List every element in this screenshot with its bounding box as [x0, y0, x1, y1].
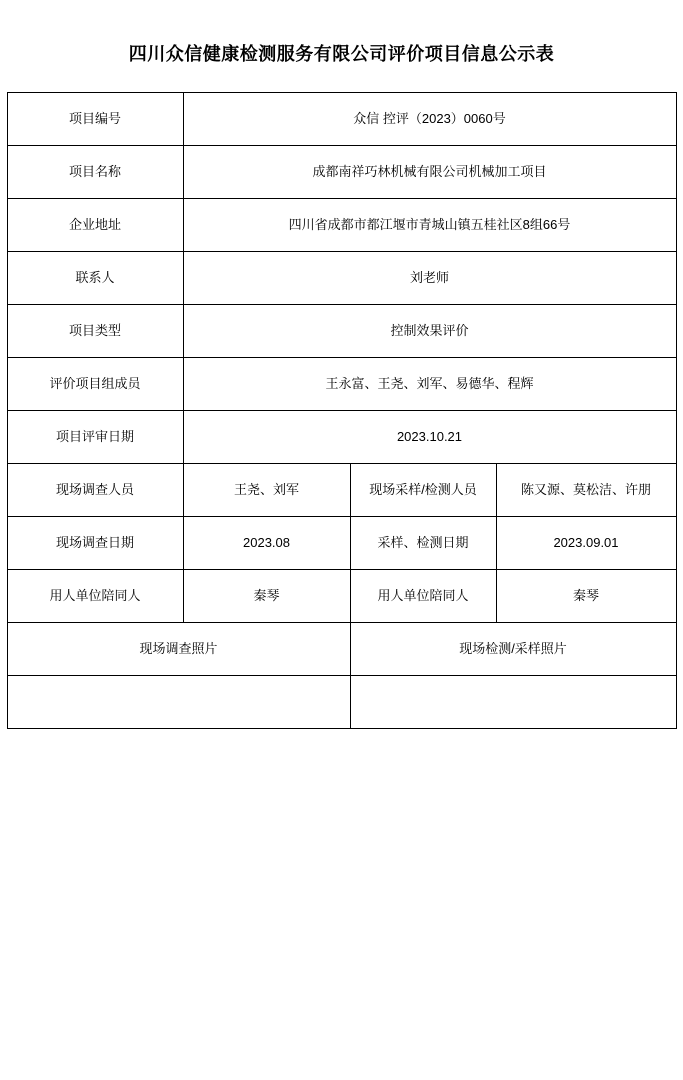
photo-area-survey — [7, 676, 350, 729]
label-employer-escort-left — [7, 570, 183, 623]
value-text: 众信 控评（2023）0060号 — [353, 110, 506, 126]
label-text: 用人单位陪同人 — [377, 587, 469, 603]
value-text: 2023.08 — [243, 534, 290, 550]
label-employer-escort-right — [350, 570, 496, 623]
label-sampling-staff — [350, 464, 496, 517]
label-text: 现场调查人员 — [55, 481, 134, 497]
value-text: 控制效果评价 — [390, 322, 469, 338]
page-title: 四川众信健康检测服务有限公司评价项目信息公示表 — [128, 44, 555, 64]
label-photo-sampling — [350, 623, 676, 676]
value-employer-escort-left — [183, 570, 350, 623]
label-contact — [7, 252, 183, 305]
value-contact — [183, 252, 676, 305]
label-text: 项目类型 — [68, 322, 121, 338]
value-text: 秦琴 — [253, 587, 280, 603]
label-company-address — [7, 199, 183, 252]
label-text: 现场检测/采样照片 — [459, 640, 567, 656]
value-site-survey-date — [183, 517, 350, 570]
label-team-members — [7, 358, 183, 411]
label-text: 企业地址 — [68, 216, 121, 232]
value-text: 2023.09.01 — [553, 534, 619, 550]
value-project-type — [183, 305, 676, 358]
value-team-members — [183, 358, 676, 411]
photo-area-survey-content — [8, 696, 350, 708]
label-text: 现场采样/检测人员 — [369, 481, 477, 497]
label-project-no — [7, 93, 183, 146]
table-row — [7, 252, 676, 305]
label-text: 联系人 — [75, 269, 115, 285]
table-row — [7, 199, 676, 252]
table-row — [7, 411, 676, 464]
value-employer-escort-right — [496, 570, 676, 623]
label-sampling-date — [350, 517, 496, 570]
label-text: 现场调查照片 — [139, 640, 218, 656]
photo-area-sampling — [350, 676, 676, 729]
label-text: 评价项目组成员 — [49, 375, 141, 391]
label-site-survey-date — [7, 517, 183, 570]
table-row — [7, 570, 676, 623]
value-text: 2023.10.21 — [396, 428, 463, 444]
value-site-survey-staff — [183, 464, 350, 517]
label-text: 项目名称 — [68, 163, 121, 179]
value-text: 王永富、王尧、刘军、易德华、程辉 — [325, 375, 534, 391]
label-project-type — [7, 305, 183, 358]
label-text: 用人单位陪同人 — [49, 587, 141, 603]
label-text: 现场调查日期 — [55, 534, 134, 550]
label-text: 采样、检测日期 — [377, 534, 469, 550]
value-project-name — [183, 146, 676, 199]
value-text: 陈又源、莫松洁、许朋 — [520, 481, 651, 497]
label-review-date — [7, 411, 183, 464]
table-row — [7, 517, 676, 570]
project-info-table — [7, 92, 677, 729]
value-text: 王尧、刘军 — [233, 481, 299, 497]
photo-area-sampling-content — [351, 696, 676, 708]
table-row — [7, 676, 676, 729]
table-row — [7, 623, 676, 676]
label-site-survey-staff — [7, 464, 183, 517]
value-review-date — [183, 411, 676, 464]
value-text: 成都南祥巧林机械有限公司机械加工项目 — [312, 163, 547, 179]
value-project-no — [183, 93, 676, 146]
label-text: 项目编号 — [68, 110, 121, 126]
table-row — [7, 146, 676, 199]
value-text: 四川省成都市都江堰市青城山镇五桂社区8组66号 — [288, 216, 571, 232]
value-text: 秦琴 — [572, 587, 599, 603]
table-row — [7, 305, 676, 358]
label-project-name — [7, 146, 183, 199]
label-text: 项目评审日期 — [55, 428, 134, 444]
table-row — [7, 358, 676, 411]
value-company-address — [183, 199, 676, 252]
table-row — [7, 464, 676, 517]
table-row — [7, 93, 676, 146]
value-text: 刘老师 — [409, 269, 449, 285]
value-sampling-staff — [496, 464, 676, 517]
value-sampling-date — [496, 517, 676, 570]
label-photo-survey — [7, 623, 350, 676]
